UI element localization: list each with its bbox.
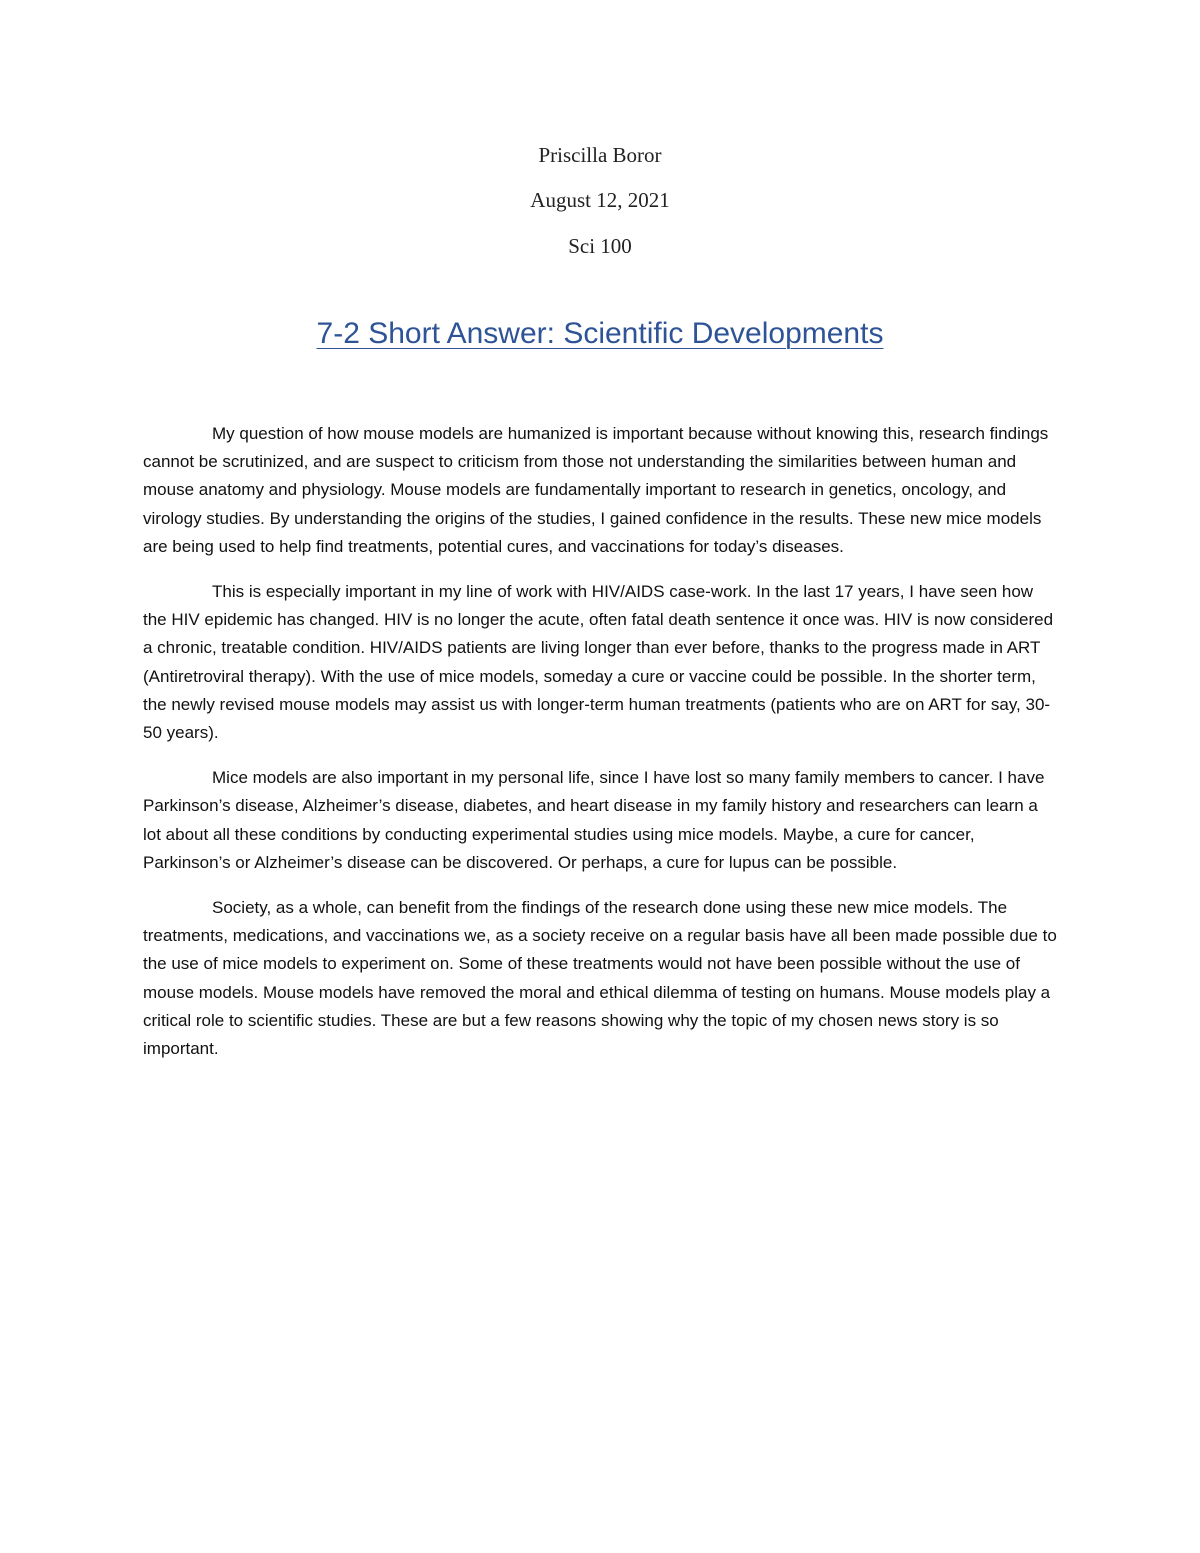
body-paragraph-4: Society, as a whole, can benefit from the findings of the research done using these new mice models. The treatments, medications, and vaccinations we, as a society receive on a regular basis have all been made possible due to the use of mice models to experiment on. Some of these treatments would not have been possible without the use of mouse models. Mouse models have removed the moral and ethical dilemma of testing on humans. Mouse models play a critical role to scientific studies. These are but a few reasons showing why the topic of my chosen news story is so important.	[143, 898, 1057, 1059]
course-name: Sci 100	[568, 234, 632, 258]
document-body	[143, 420, 1059, 1080]
body-paragraph-1: My question of how mouse models are humanized is important because without knowing this, research findings cannot be scrutinized, and are suspect to criticism from those not understanding the similarities between human and mouse anatomy and physiology. Mouse models are fundamentally important to research in genetics, oncology, and virology studies. By understanding the origins of the studies, I gained confidence in the results. These new mice models are being used to help find treatments, potential cures, and vaccinations for today’s diseases.	[143, 424, 1049, 556]
document-date: August 12, 2021	[530, 188, 670, 212]
author-name: Priscilla Boror	[538, 143, 662, 167]
document-title: 7-2 Short Answer: Scientific Developments	[316, 317, 884, 350]
body-paragraph-3: Mice models are also important in my personal life, since I have lost so many family members to cancer. I have Parkinson’s disease, Alzheimer’s disease, diabetes, and heart disease in my family history and researchers can learn a lot about all these conditions by conducting experimental studies using mice models. Maybe, a cure for cancer, Parkinson’s or Alzheimer’s disease can be discovered. Or perhaps, a cure for lupus can be possible.	[143, 768, 1045, 872]
body-paragraph-2: This is especially important in my line of work with HIV/AIDS case-work. In the last 17 years, I have seen how the HIV epidemic has changed. HIV is no longer the acute, often fatal death sentence it once was. HIV is now considered a chronic, treatable condition. HIV/AIDS patients are living longer than ever before, thanks to the progress made in ART (Antiretroviral therapy). With the use of mice models, someday a cure or vaccine could be possible. In the shorter term, the newly revised mouse models may assist us with longer-term human treatments (patients who are on ART for say, 30-50 years).	[143, 582, 1054, 743]
